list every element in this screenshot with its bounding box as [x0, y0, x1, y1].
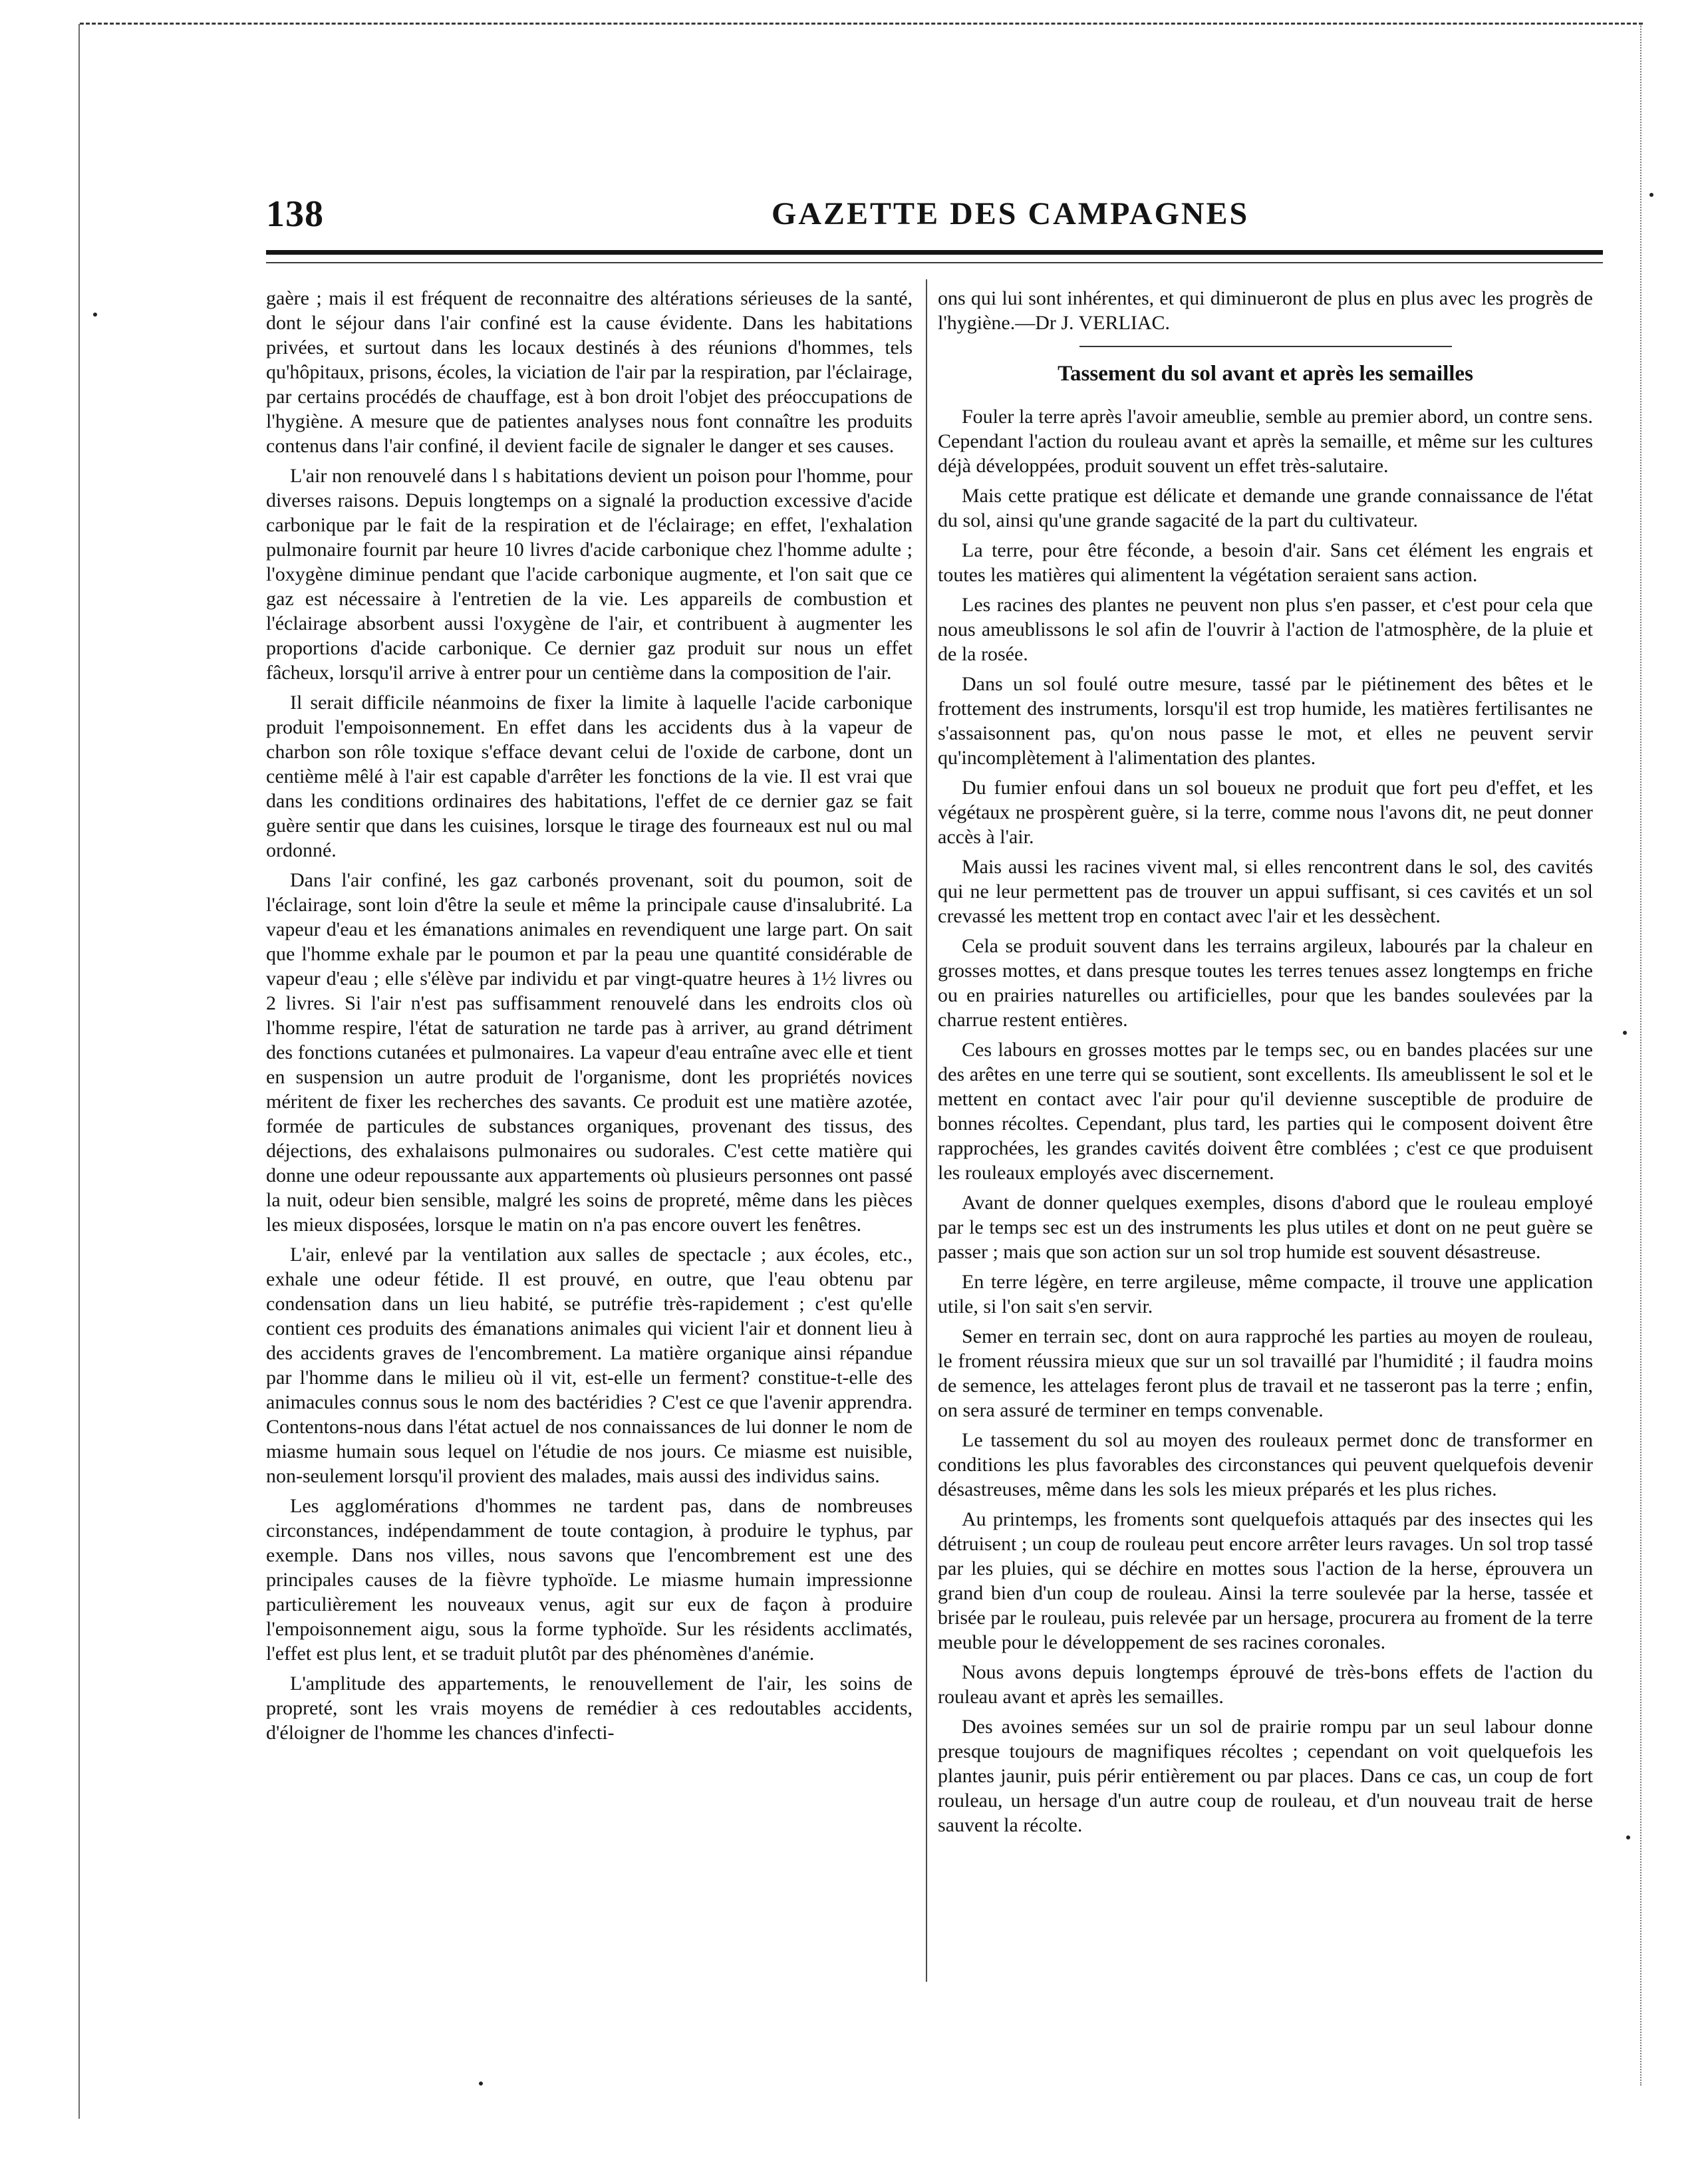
paragraph: Des avoines semées sur un sol de prairie rompu par un seul labour donne presque toujours de magnifiques récoltes ; cependant on voit quelquefois les plantes jaunir, puis périr entièrement ou par places. Dans ce cas, un coup de fort rouleau, un hersage d'un autre coup de rouleau, et d'un nouveau trait de herse sauvent la récolte.: [938, 1716, 1593, 1836]
paragraph: Avant de donner quelques exemples, disons d'abord que le rouleau employé par le temps sec est un des instruments les plus utiles et dont on ne peut guère se passer ; mais que son action sur un sol trop humide est souvent désastreuse.: [938, 1192, 1593, 1263]
paragraph: Les racines des plantes ne peuvent non plus s'en passer, et c'est pour cela que nous ameublissons le sol afin de l'ouvrir à l'action de l'atmosphère, de la pluie et de la rosée.: [938, 594, 1593, 665]
paragraph: En terre légère, en terre argileuse, même compacte, il trouve une application utile, si l'on sait s'en servir.: [938, 1271, 1593, 1317]
paragraph: Les agglomérations d'hommes ne tardent pas, dans de nombreuses circonstances, indépendamment de toute contagion, à produire le typhus, par exemple. Dans nos villes, nous savons que l'encombrement est une des principales causes de la fièvre typhoïde. Le miasme humain impressionne particulièrement les nouveaux venus, agit sur eux de façon à produire l'empoisonnement aigu, sous la forme typhoïde. Sur les résidents acclimatés, l'effet est plus lent, et se traduit plutôt par des phénomènes d'anémie.: [266, 1495, 913, 1665]
scan-speck: [93, 313, 97, 317]
header-rule-thin: [266, 262, 1603, 263]
publication-title: GAZETTE DES CAMPAGNES: [772, 196, 1250, 231]
author-signature: —Dr J. VERLIAC.: [1015, 312, 1170, 334]
scan-speck: [1626, 1835, 1630, 1839]
scan-edge-top: [80, 23, 1643, 25]
paragraph: L'air, enlevé par la ventilation aux salles de spectacle ; aux écoles, etc., exhale une odeur fétide. Il est prouvé, en outre, que l'eau obtenu par condensation dans un lieu habité, se putréfie très-rapidement ; c'est qu'elle contient ces produits des émanations animales qui vicient l'air et donnent lieu à des accidents graves de l'encombrement. La matière organique ainsi répandue par l'homme dans le milieu où il vit, est-elle un ferment? constitue-t-elle des animacules connus sous le nom des bactéridies ? C'est ce que l'avenir apprendra. Contentons-nous dans l'état actuel de nos connaissances de lui donner le nom de miasme humain sous lequel on l'étudie de nos jours. Ce miasme est nuisible, non-seulement lorsqu'il provient des malades, mais aussi des individus sains.: [266, 1244, 913, 1487]
paragraph: Dans un sol foulé outre mesure, tassé par le piétinement des bêtes et le frottement des instruments, lorsqu'il est trop humide, les matières fertilisantes ne s'assaisonnent pas, qu'on nous passe le mot, et elles ne peuvent servir qu'incomplètement à l'alimentation des plantes.: [938, 673, 1593, 769]
paragraph: L'air non renouvelé dans l s habitations devient un poison pour l'homme, pour diverses raisons. Depuis longtemps on a signalé la production excessive d'acide carbonique par le fait de la respiration et de l'éclairage; en effet, l'exhalation pulmonaire fournit par heure 10 livres d'acide carbonique chez l'homme adulte ; l'oxygène diminue pendant que l'acide carbonique augmente, et l'on sait que ce gaz est nécessaire à l'entretien de la vie. Les appareils de combustion et l'éclairage absorbent aussi l'oxygène de l'air, et contribuent à augmenter les proportions d'acide carbonique. Ce dernier gaz produit sur nous un effet fâcheux, lorsqu'il arrive à entrer pour un centième dans la composition de l'air.: [266, 465, 913, 684]
paragraph: Ces labours en grosses mottes par le temps sec, ou en bandes placées sur une des arêtes en une terre qui se soutient, sont excellents. Ils ameublissent le sol et le mettent en contact avec l'air pour qu'il devienne susceptible de produire de bonnes récoltes. Cependant, plus tard, les parties qui le composent doivent être rapprochées, les grandes cavités doivent être comblées ; c'est ce que produisent les rouleaux employés avec discernement.: [938, 1039, 1593, 1184]
left-column: [266, 286, 913, 2002]
header-rule-thick: [266, 250, 1603, 255]
paragraph: La terre, pour être féconde, a besoin d'air. Sans cet élément les engrais et toutes les matières qui alimentent la végétation seraient sans action.: [938, 539, 1593, 586]
scan-edge-left: [78, 24, 80, 2119]
article-title: Tassement du sol avant et après les semailles: [1058, 362, 1473, 386]
paragraph: Mais aussi les racines vivent mal, si elles rencontrent dans le sol, des cavités qui ne leur permettent pas de trouver un appui suffisant, si ces cavités et un sol crevassé les mettent trop en contact avec l'air et les dessèchent.: [938, 856, 1593, 927]
paragraph: Semer en terrain sec, dont on aura rapproché les parties au moyen de rouleau, le froment réussira mieux que sur un sol travaillé par l'humidité ; il faudra moins de semence, les attelages feront plus de travail et ne tasseront pas la terre ; enfin, on sera assuré de terminer en temps convenable.: [938, 1325, 1593, 1421]
scan-speck: [1623, 1031, 1627, 1035]
paragraph: Il serait difficile néanmoins de fixer la limite à laquelle l'acide carbonique produit l'empoisonnement. En effet dans les accidents dus à la vapeur de charbon son rôle toxique s'efface devant celui de l'oxide de carbone, dont un centième mêlé à l'air est capable d'arrêter les fonctions de la vie. Il est vrai que dans les conditions ordinaires des habitations, l'effet de ce dernier gaz se fait guère sentir que dans les cuisines, lorsque le tirage des fourneaux est nul ou mal ordonné.: [266, 692, 913, 861]
paragraph: Le tassement du sol au moyen des rouleaux permet donc de transformer en conditions les plus favorables des circonstances qui peuvent quelquefois devenir désastreuses, même dans les sols les mieux préparés et les plus riches.: [938, 1429, 1593, 1500]
scan-speck: [479, 2082, 483, 2086]
paragraph: Nous avons depuis longtemps éprouvé de très-bons effets de l'action du rouleau avant et après les semailles.: [938, 1661, 1593, 1708]
column-divider: [926, 279, 927, 1982]
paragraph: L'amplitude des appartements, le renouvellement de l'air, les soins de propreté, sont les vrais moyens de remédier à ces redoutables accidents, d'éloigner de l'homme les chances d'infecti-: [266, 1673, 913, 1744]
paragraph: Cela se produit souvent dans les terrains argileux, labourés par la chaleur en grosses mottes, et dans presque toutes les terres tenues assez longtemps en friche ou en prairies naturelles ou artificielles, pour que les bandes soulevées par la charrue restent entières.: [938, 935, 1593, 1031]
paragraph: Dans l'air confiné, les gaz carbonés provenant, soit du poumon, soit de l'éclairage, sont loin d'être la seule et même la principale cause d'insalubrité. La vapeur d'eau et les émanations animales en revendiquent une large part. On sait que l'homme exhale par le poumon et par la peau une quantité considérable de vapeur d'eau ; elle s'élève par individu et par vingt-quatre heures à 1½ livres ou 2 livres. Si l'air n'est pas suffisamment renouvelé dans les endroits clos où l'homme respire, l'état de saturation ne tarde pas à arriver, au grand détriment des fonctions cutanées et pulmonaires. La vapeur d'eau entraîne avec elle et tient en suspension un autre produit de l'organisme, dont les propriétés novices méritent de fixer les recherches des savants. Ce produit est une matière azotée, formée de particules de substances organiques, provenant des tissus, des déjections, des exhalaisons pulmonaires ou sudorales. C'est cette matière qui donne une odeur repoussante aux appartements où plusieurs personnes ont passé la nuit, odeur bien sensible, malgré les soins de propreté, même dans les pièces les mieux disposées, lorsque le matin on n'a pas encore ouvert les fenêtres.: [266, 869, 913, 1236]
continuation-paragraph: [938, 286, 1593, 335]
article-separator: [1079, 346, 1452, 347]
scan-edge-right: [1640, 24, 1641, 2086]
right-column: [938, 286, 1593, 2002]
continuation-text: ons qui lui sont inhérentes, et qui diminueront de plus en plus avec les progrès de l'hygiène.: [938, 287, 1593, 334]
paragraph: Du fumier enfoui dans un sol boueux ne produit que fort peu d'effet, et les végétaux ne prospèrent guère, si la terre, comme nous l'avons dit, ne peut donner accès à l'air.: [938, 777, 1593, 848]
paragraph: gaère ; mais il est fréquent de reconnaitre des altérations sérieuses de la santé, dont le séjour dans l'air confiné est la cause évidente. Dans les habitations privées, et surtout dans les locaux destinés à des réunions d'hommes, tels qu'hôpitaux, prisons, écoles, la viciation de l'air par la respiration, par l'éclairage, par certains procédés de chauffage, est à bon droit l'objet des préoccupations de l'hygiène. A mesure que de patientes analyses nous font connaître les produits contenus dans l'air confiné, il devient facile de signaler le danger et ses causes.: [266, 287, 913, 457]
scan-speck: [1649, 193, 1653, 197]
page-number: 138: [266, 194, 324, 235]
paragraph: Mais cette pratique est délicate et demande une grande connaissance de l'état du sol, ainsi qu'une grande sagacité de la part du cultivateur.: [938, 485, 1593, 531]
paragraph: Au printemps, les froments sont quelquefois attaqués par des insectes qui les détruisent ; un coup de rouleau peut encore arrêter leurs ravages. Un sol trop tassé par les pluies, qui se déchire en mottes sous l'action de la herse, éprouvera un grand bien d'un coup de rouleau. Ainsi la terre soulevée par la herse, tassée et brisée par le rouleau, puis relevée par un hersage, procurera au froment de la terre meuble pour le développement de ses racines coronales.: [938, 1508, 1593, 1653]
paragraph: Fouler la terre après l'avoir ameublie, semble au premier abord, un contre sens. Cependant l'action du rouleau avant et après la semaille, et même sur les cultures déjà développées, produit souvent un effet très-salutaire.: [938, 406, 1593, 477]
